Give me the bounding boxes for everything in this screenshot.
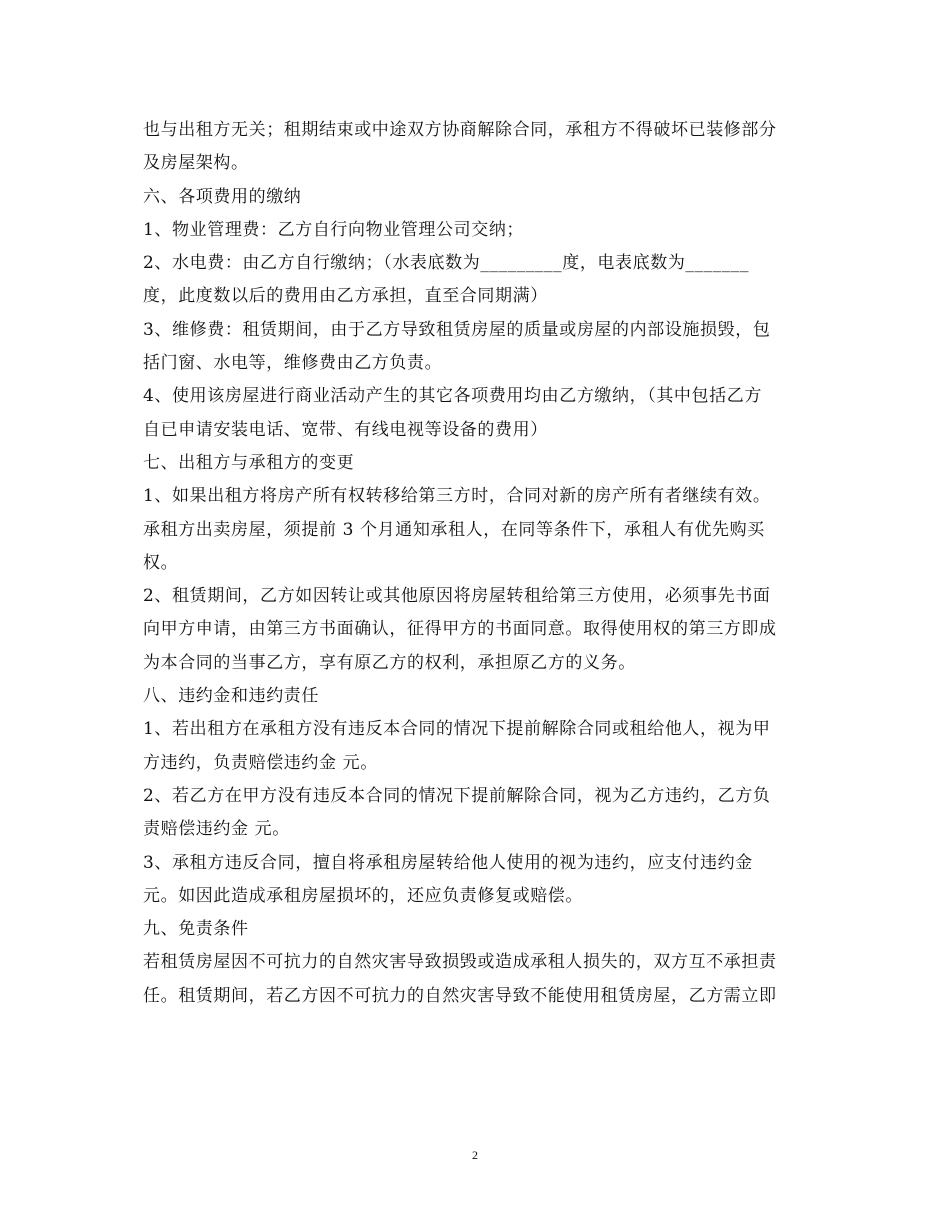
text-line: 任。租赁期间，若乙方因不可抗力的自然灾害导致不能使用租赁房屋，乙方需立即 — [143, 985, 777, 1006]
text-line: 括门窗、水电等，维修费由乙方负责。 — [143, 353, 443, 374]
text-line: 也与出租方无关；租期结束或中途双方协商解除合同，承租方不得破坏已装修部分 — [143, 120, 777, 140]
section-heading: 九、免责条件 — [143, 919, 249, 940]
text-line: 权。 — [143, 552, 179, 573]
text-line: 承租方出卖房屋，须提前 3 个月通知承租人，在同等条件下，承租人有优先购买 — [143, 519, 765, 540]
contract-body-text — [143, 114, 813, 1013]
text-line: 2、租赁期间，乙方如因转让或其他原因将房屋转租给第三方使用，必须事先书面 — [143, 586, 771, 607]
text-line: 1、若出租方在承租方没有违反本合同的情况下提前解除合同或租给他人，视为甲 — [143, 719, 771, 740]
text-line: 4、使用该房屋进行商业活动产生的其它各项费用均由乙方缴纳，（其中包括乙方 — [143, 386, 762, 407]
text-line: 及房屋架构。 — [143, 153, 249, 174]
section-heading: 六、各项费用的缴纳 — [143, 186, 302, 207]
text-line: 2、若乙方在甲方没有违反本合同的情况下提前解除合同，视为乙方违约，乙方负 — [143, 785, 771, 806]
section-heading: 八、违约金和违约责任 — [143, 686, 319, 707]
text-line: 自已申请安装电话、宽带、有线电视等设备的费用） — [143, 419, 548, 440]
text-line: 责赔偿违约金 元。 — [143, 819, 290, 840]
text-line: 1、物业管理费：乙方自行向物业管理公司交纳； — [143, 219, 525, 240]
page-number: 2 — [472, 1148, 478, 1162]
text-line: 3、承租方违反合同，擅自将承租房屋转给他人使用的视为违约，应支付违约金 — [143, 852, 753, 873]
text-line: 向甲方申请，由第三方书面确认，征得甲方的书面同意。取得使用权的第三方即成 — [143, 619, 777, 640]
text-line: 2、水电费：由乙方自行缴纳；（水表底数为_________度，电表底数为_______ — [143, 253, 750, 274]
text-line: 为本合同的当事乙方，享有原乙方的权利，承担原乙方的义务。 — [143, 652, 636, 673]
text-line: 方违约，负责赔偿违约金 元。 — [143, 752, 378, 773]
text-line: 3、维修费：租赁期间，由于乙方导致租赁房屋的质量或房屋的内部设施损毁，包 — [143, 319, 771, 340]
text-line: 若租赁房屋因不可抗力的自然灾害导致损毁或造成承租人损失的，双方互不承担责 — [143, 952, 777, 973]
text-line: 元。如因此造成承租房屋损坏的，还应负责修复或赔偿。 — [143, 885, 583, 906]
section-heading: 七、出租方与承租方的变更 — [143, 452, 355, 473]
text-line: 1、如果出租方将房产所有权转移给第三方时，合同对新的房产所有者继续有效。 — [143, 486, 771, 507]
text-line: 度，此度数以后的费用由乙方承担，直至合同期满） — [143, 286, 548, 307]
